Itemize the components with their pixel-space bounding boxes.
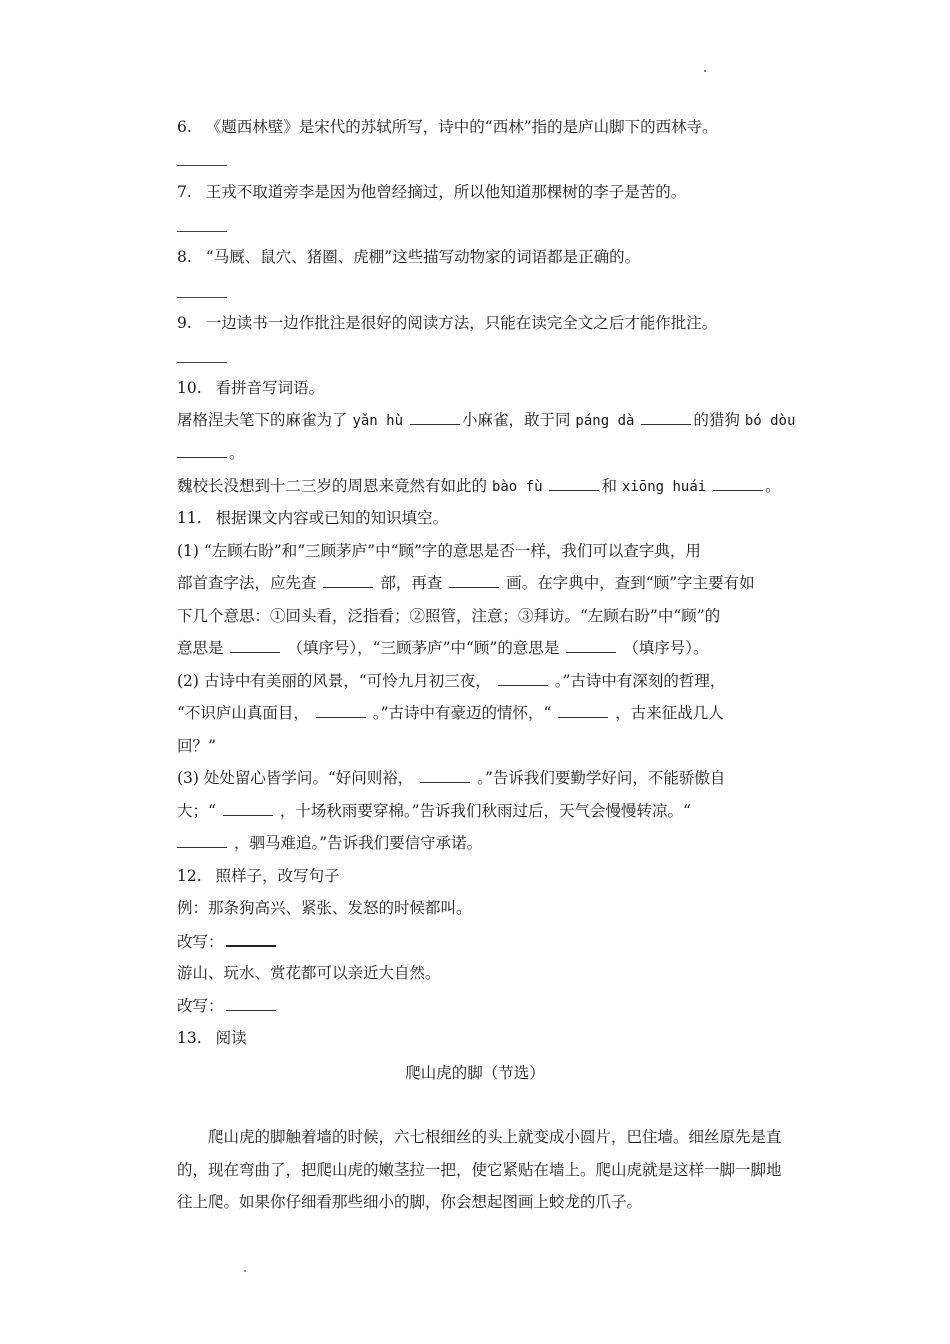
question-text: 根据课文内容或已知的知识填空。 (215, 509, 449, 527)
question-number: 13. (177, 1029, 202, 1047)
text-segment: 屠格涅夫笔下的麻雀为了 (177, 411, 348, 429)
rewrite-label: 改写： (177, 933, 224, 951)
passage-title: 爬山虎的脚（节选） (405, 1064, 545, 1082)
text-segment: ，驷马难追。”告诉我们要信守承诺。 (233, 834, 483, 852)
text-segment: 大；“ (177, 802, 216, 820)
text-segment: ，古来征战几人 (615, 704, 724, 722)
question-number: 9. (177, 314, 192, 332)
fill-blank[interactable] (177, 443, 227, 458)
fill-blank[interactable] (177, 833, 227, 848)
sentence: 游山、玩水、赏花都可以亲近大自然。 (177, 964, 441, 982)
passage-text: 往上爬。如果你仔细看那些细小的脚，你会想起图画上蛟龙的爪子。 (177, 1193, 643, 1211)
question-8 (177, 247, 640, 267)
fill-blank[interactable] (549, 476, 599, 491)
rewrite-blank[interactable] (226, 996, 276, 1011)
question-text: 阅读 (215, 1029, 247, 1047)
answer-blank-8[interactable] (177, 296, 227, 298)
text-segment: （填序号），“三顾茅庐”中“顾”的意思是 (287, 639, 560, 657)
text-segment: 。”古诗中有豪迈的情怀，“ (372, 704, 552, 722)
fill-blank[interactable] (558, 703, 608, 718)
text-segment: 下几个意思：①回头看，泛指看；②照管，注意；③拜访。“左顾右盼”中“顾”的 (177, 607, 721, 625)
question-text: 王戎不取道旁李是因为他曾经摘过，所以他知道那棵树的李子是苦的。 (205, 183, 687, 201)
question-11-title (177, 508, 448, 528)
question-12-sentence (177, 963, 441, 983)
question-number: 12. (177, 867, 202, 885)
passage-line-2 (177, 1160, 782, 1180)
top-dot (704, 70, 706, 72)
fill-blank[interactable] (498, 671, 548, 686)
text-segment: 。”古诗中有深刻的哲理， (554, 672, 726, 690)
text-segment: 画。在字典中，查到“顾”字主要有如 (506, 574, 755, 592)
question-12-rewrite-1 (177, 931, 278, 952)
question-11-p2-line-2 (177, 703, 724, 723)
text-segment: 。”告诉我们要勤学好问，不能骄傲自 (477, 769, 726, 787)
question-10-title (177, 378, 324, 398)
question-text: 看拼音写词语。 (215, 379, 325, 397)
pinyin: xiōng huái (621, 479, 707, 495)
text-segment: (3) 处处留心皆学问。“好问则裕， (177, 769, 414, 787)
question-6 (177, 117, 718, 137)
text-segment: 小麻雀，敢于同 (461, 411, 571, 429)
answer-blank-9[interactable] (177, 361, 227, 363)
passage-line-3 (177, 1192, 642, 1212)
question-10-line-3 (177, 476, 781, 497)
question-number: 8. (177, 248, 192, 266)
rewrite-blank[interactable] (226, 931, 276, 947)
text-segment: ，十场秋雨要穿棉。”告诉我们秋雨过后，天气会慢慢转凉。“ (279, 802, 691, 820)
fill-blank[interactable] (316, 703, 366, 718)
question-11-p3-line-2 (177, 801, 691, 821)
question-text: 照样子，改写句子 (215, 867, 340, 885)
text-segment: 的猎狗 (693, 411, 740, 429)
answer-blank-6[interactable] (177, 164, 227, 166)
pinyin: bào fù (491, 479, 543, 495)
question-text: 一边读书一边作批注是很好的阅读方法，只能在读完全文之后才能作批注。 (205, 314, 718, 332)
question-12-rewrite-2 (177, 996, 278, 1016)
answer-blank-7[interactable] (177, 230, 227, 232)
question-text: 《题西林壁》是宋代的苏轼所写，诗中的“西林”指的是庐山脚下的西林寺。 (205, 118, 718, 136)
question-11-p1-line-1 (177, 541, 701, 561)
passage-text: 爬山虎的脚触着墙的时候，六七根细丝的头上就变成小圆片，巴住墙。细丝原先是直 (208, 1128, 782, 1146)
question-11-p2-line-3 (177, 736, 216, 756)
text-segment: （填序号）。 (623, 639, 709, 657)
question-11-p2-line-1 (177, 671, 725, 691)
fill-blank[interactable] (566, 638, 616, 653)
question-number: 10. (177, 379, 202, 397)
question-11-p1-line-4 (177, 638, 708, 658)
question-11-p3-line-3 (177, 833, 482, 853)
text-segment: 回？” (177, 737, 216, 755)
question-9 (177, 313, 717, 333)
question-10-line-2 (177, 443, 245, 463)
question-number: 6. (177, 118, 192, 136)
pinyin: yǎn hù (352, 413, 404, 429)
text-segment: 。 (765, 477, 781, 495)
question-10-line-1 (177, 410, 795, 431)
example-sentence: 例：那条狗高兴、紧张、发怒的时候都叫。 (177, 899, 472, 917)
question-number: 11. (177, 509, 202, 527)
text-segment: “不识庐山真面目， (177, 704, 309, 722)
fill-blank[interactable] (223, 801, 273, 816)
pinyin: bó dòu (744, 413, 796, 429)
text-segment: 和 (601, 477, 617, 495)
text-segment: 部，再查 (380, 574, 443, 592)
text-segment: (2) 古诗中有美丽的风景，“可怜九月初三夜， (177, 672, 491, 690)
rewrite-label: 改写： (177, 997, 224, 1015)
fill-blank[interactable] (641, 410, 691, 425)
text-segment: (1) “左顾右盼”和“三顾茅庐”中“顾”字的意思是否一样，我们可以查字典，用 (177, 542, 701, 560)
question-7 (177, 182, 686, 202)
question-11-p3-line-1 (177, 768, 725, 788)
bottom-dot (244, 1270, 246, 1272)
text-segment: 意思是 (177, 639, 224, 657)
text-segment: 部首查字法，应先查 (177, 574, 317, 592)
fill-blank[interactable] (323, 573, 373, 588)
question-text: “马厩、鼠穴、猪圈、虎棚”这些描写动物家的词语都是正确的。 (205, 248, 641, 266)
question-12-title (177, 866, 340, 886)
passage-text: 的，现在弯曲了，把爬山虎的嫩茎拉一把，使它紧贴在墙上。爬山虎就是这样一脚一脚地 (177, 1161, 782, 1179)
fill-blank[interactable] (713, 476, 763, 491)
question-13-title (177, 1028, 247, 1048)
fill-blank[interactable] (420, 768, 470, 783)
text-segment: 魏校长没想到十二三岁的周恩来竟然有如此的 (177, 477, 488, 495)
question-12-example (177, 898, 472, 918)
pinyin: páng dà (575, 413, 635, 429)
fill-blank[interactable] (410, 410, 460, 425)
passage-line-1 (177, 1127, 782, 1147)
question-11-p1-line-2 (177, 573, 755, 593)
question-11-p1-line-3 (177, 606, 720, 626)
fill-blank[interactable] (449, 573, 499, 588)
question-number: 7. (177, 183, 192, 201)
fill-blank[interactable] (230, 638, 280, 653)
text-segment: 。 (229, 444, 245, 462)
